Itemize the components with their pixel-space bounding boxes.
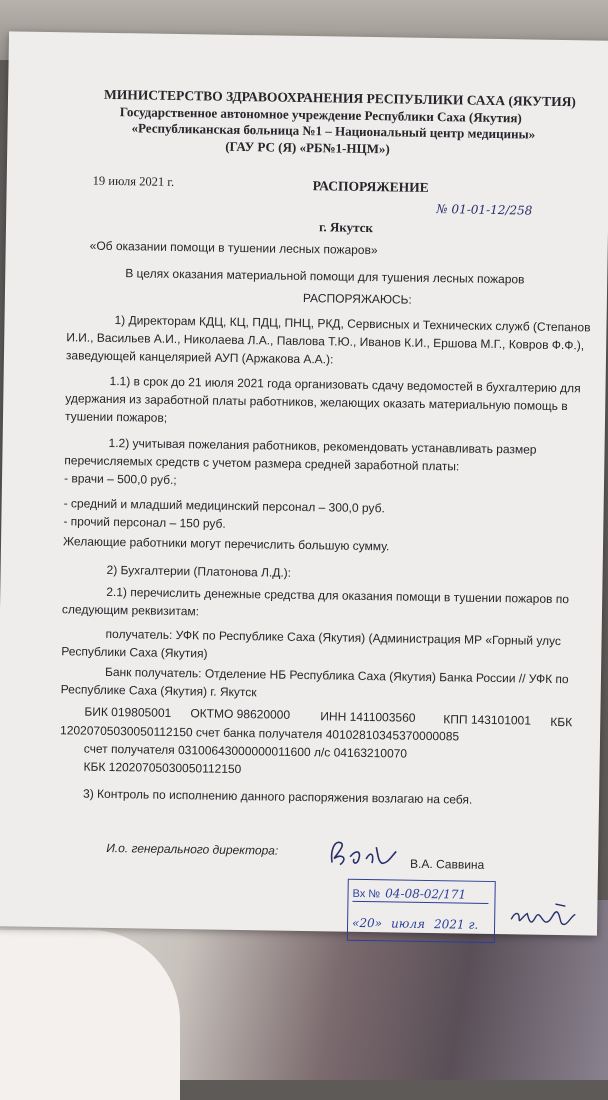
stamp-number: 04-08-02/171: [385, 886, 467, 902]
signatory-position: И.о. генерального директора:: [106, 840, 279, 858]
handwritten-signature: [326, 836, 407, 871]
handwritten-initials: [507, 901, 579, 932]
document-number: № 01-01-12/258: [436, 202, 533, 218]
list-item-other-staff: - прочий персонал – 150 руб.: [63, 514, 226, 531]
kpp-value: КПП 143101001: [443, 712, 532, 728]
recipient-line-1: получатель: УФК по Республике Саха (Якутия) (Администрация МР «Горный улус: [105, 626, 562, 649]
stamp-date-month: июля: [391, 916, 426, 931]
incoming-stamp: [347, 879, 496, 943]
bank-line-2: Республике Саха (Якутия) г. Якутск: [60, 682, 257, 700]
institution-line-1: Государственное автономное учреждение Республики Саха (Якутия): [119, 104, 522, 126]
paragraph-1-2-line-3: Желающие работники могут перечислить большую сумму.: [62, 534, 390, 554]
stamp-date-year: 2021 г.: [433, 917, 479, 932]
paragraph-1-1-line-1: 1.1) в срок до 21 июля 2021 года организовать сдачу ведомостей в бухгалтерию для: [109, 373, 581, 396]
stamp-date-day: «20»: [351, 915, 383, 931]
paragraph-1-line-2: И.И., Васильев А.И., Николаева Л.А., Павлова Т.Ю., Иванов К.И., Ершова М.Г., Ковров Ф.Ф.),: [66, 330, 585, 353]
kbk-label: КБК: [550, 714, 573, 730]
paragraph-1-line-3: заведующей канцелярией АУП (Аржакова А.А.):: [65, 348, 334, 367]
paragraph-2-1-line-2: следующим реквизитам:: [61, 602, 200, 619]
document-subject: «Об оказании помощи в тушении лесных пожаров»: [89, 238, 378, 258]
paragraph-1-1-line-3: тушении пожаров;: [64, 409, 168, 425]
paragraph-1-2-line-2: перечисляемых средств с учетом размера средней заработной платы:: [64, 453, 460, 474]
account-line-1: 12020705030050112150 счет банка получателя 40102810345370000085: [59, 723, 460, 744]
bik-value: БИК 019805001: [84, 704, 172, 720]
account-line-2: счет получателя 03100643000000011600 л/с 04163210070: [83, 741, 408, 761]
signatory-name: В.А. Саввина: [409, 856, 485, 872]
list-item-doctors: - врачи – 500,0 руб.;: [63, 471, 177, 488]
paragraph-2-1-line-1: 2.1) перечислить денежные средства для оказания помощи в тушении пожаров по: [106, 584, 570, 607]
background-fabric: [0, 930, 180, 1100]
paragraph-3: 3) Контроль по исполнению данного распоряжения возлагаю на себя.: [82, 786, 473, 807]
institution-line-2: «Республиканская больница №1 – Национальный центр медицины»: [131, 120, 536, 142]
list-item-nurses: - средний и младший медицинский персонал – 300,0 руб.: [63, 496, 385, 516]
kbk-line: КБК 12020705030050112150: [83, 759, 242, 777]
document-purpose: В целях оказания материальной помощи для тушения лесных пожаров: [125, 266, 525, 287]
institution-line-3: (ГАУ РС (Я) «РБ№1-НЦМ»): [225, 138, 390, 157]
paragraph-1-1-line-2: удержания из заработной платы работников, желающих оказать материальную помощь в: [65, 391, 568, 414]
paragraph-2: 2) Бухгалтерии (Платонова Л.Д.):: [106, 562, 292, 580]
order-word: РАСПОРЯЖАЮСЬ:: [302, 290, 412, 307]
stamp-prefix: Вх №: [352, 887, 381, 901]
oktmo-value: ОКТМО 98620000: [190, 706, 291, 722]
document-type: РАСПОРЯЖЕНИЕ: [312, 178, 429, 195]
recipient-line-2: Республики Саха (Якутия): [61, 644, 208, 661]
document-date: 19 июля 2021 г.: [92, 173, 175, 189]
bank-line-1: Банк получатель: Отделение НБ Республика Саха (Якутия) Банка России // УФК по: [104, 664, 569, 687]
paragraph-1-2-line-1: 1.2) учитывая пожелания работников, рекомендовать устанавливать размер: [108, 435, 537, 457]
paragraph-1-line-1: 1) Директорам КДЦ, КЦ, ПДЦ, ПНЦ, РКД, Сервисных и Технических служб (Степанов: [114, 313, 591, 335]
document-page: [0, 31, 608, 935]
document-city: г. Якутск: [318, 219, 374, 236]
inn-value: ИНН 1411003560: [320, 709, 416, 725]
ministry-title: МИНИСТЕРСТВО ЗДРАВООХРАНЕНИЯ РЕСПУБЛИКИ САХА (ЯКУТИЯ): [103, 86, 577, 110]
